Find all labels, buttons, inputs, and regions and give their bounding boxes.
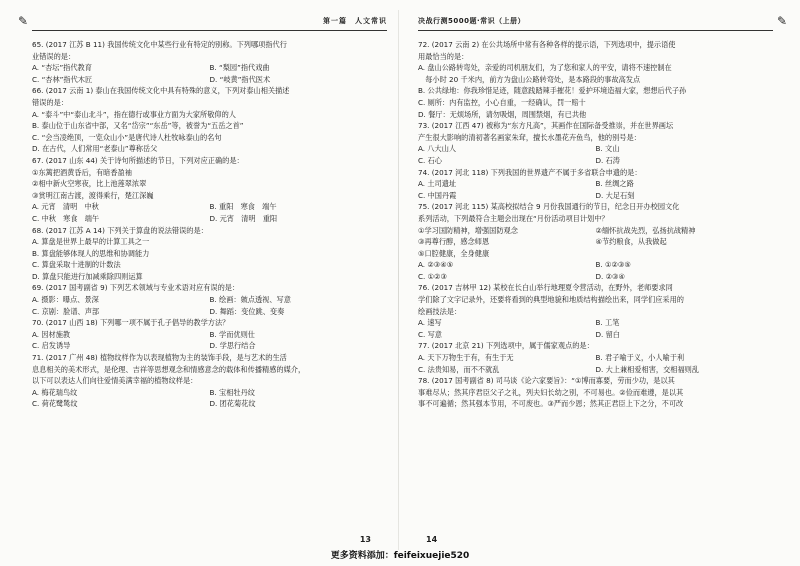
option-text: ①学习国防精神，增强国防观念 xyxy=(418,225,518,235)
footer-contact: 更多资料添加：feifeixuejie520 xyxy=(330,551,470,561)
option-row xyxy=(418,271,773,283)
option-row xyxy=(32,294,387,306)
option-text: ⑤口腔健康，全身健康 xyxy=(418,248,490,258)
option-text: C. ①②③ xyxy=(418,271,447,281)
option-text: D. 团花菊花纹 xyxy=(209,399,256,409)
option-row xyxy=(418,190,773,202)
option-text xyxy=(298,213,387,225)
option-text: C. “杏林”指代木匠 xyxy=(32,74,93,84)
option-row xyxy=(418,352,773,364)
option-text: A. 梅花瑞鸟纹 xyxy=(32,387,78,397)
option-row xyxy=(418,225,773,237)
option-text: C. 荷花鹭鸶纹 xyxy=(32,399,78,409)
option-text: C. 法贵知易，而不不就乱 xyxy=(418,364,500,374)
question-text: 产生很大影响的清初著名画家朱耷，擅长水墨花卉鱼鸟，他的别号是： xyxy=(418,132,641,142)
option-text: B. 绘画：皴点透视、写意 xyxy=(209,295,291,305)
option-text: D. 餐厅：无烦场所，请勿吸烟，周围禁烟，有已共他 xyxy=(418,109,587,119)
option-text xyxy=(121,201,210,213)
question-text: 绘画技法是： xyxy=(418,306,462,316)
option-text: B. 学而优则仕 xyxy=(209,329,255,339)
option-row xyxy=(32,329,387,341)
question-text: 以下可以表达人们向往爱情美满幸福的植物纹样是： xyxy=(32,376,198,386)
option-text: B. 丝绸之路 xyxy=(595,179,634,189)
option-text: C. 厕所：内有监控，小心自重，一经确认，罚一赔十 xyxy=(418,97,586,107)
option-text: D. 在古代，人们常用“老泰山”尊称岳父 xyxy=(32,144,158,154)
option-text: A. 土司遗址 xyxy=(418,179,457,189)
option-text: ②缅怀抗战先烈，弘扬抗战精神 xyxy=(595,225,696,235)
option-row xyxy=(32,213,387,225)
question-text: 69. (2017 国考副省 9) 下列艺术领域与专业术语对应有误的是： xyxy=(32,283,240,293)
question-text: 67. (2017 山东 44) 关于诗句所描述的节日，下列对应正确的是： xyxy=(32,155,244,165)
question-text: 72. (2017 云南 2) 在公共场所中常有各种各样的提示语，下列选项中，提示语使 xyxy=(418,40,676,49)
option-text: A. ②③④⑤ xyxy=(418,260,454,270)
option-text: A. 八大山人 xyxy=(418,144,457,154)
option-text: D. 大足石刻 xyxy=(595,190,635,200)
question-text: 76. (2017 吉林甲 12) 某校在长白山举行地理夏令营活动，在野外，老师要求同 xyxy=(418,283,673,293)
option-text: B. ①②③⑤ xyxy=(595,260,631,270)
right-page-header xyxy=(418,14,787,31)
pen-icon: ✎ xyxy=(18,14,29,28)
option-row xyxy=(32,340,387,352)
option-row xyxy=(418,329,773,341)
option-text: B. 文山 xyxy=(595,144,620,154)
option-text: B. 宝相牡丹纹 xyxy=(209,387,255,397)
option-text: B. 君子喻于义，小人喻于利 xyxy=(595,353,685,363)
option-text xyxy=(121,213,210,225)
book-title: 决战行测5000题·常识（上册） xyxy=(418,17,526,25)
question-text: 71. (2017 广州 48) 植物纹样作为以表现植物为主的装饰手段，是与艺术的生活 xyxy=(32,353,287,363)
option-text: D. 留白 xyxy=(595,329,620,339)
option-text: D. 算盘只能进行加减乘除四则运算 xyxy=(32,271,143,281)
option-text: A. “泰斗”中“泰山北斗”，指在德行或事业方面为大家所敬仰的人 xyxy=(32,109,236,119)
option-row xyxy=(418,143,773,155)
pen-icon: ✎ xyxy=(776,14,787,28)
option-text: C. 石心 xyxy=(418,155,442,165)
option-text: D. 元宵 清明 重阳 xyxy=(209,213,278,223)
option-row xyxy=(32,387,387,399)
option-text: C. “会当凌绝顶，一览众山小”是唐代诗人杜牧咏泰山的名句 xyxy=(32,132,222,142)
option-text: A. 元宵 清明 中秋 xyxy=(32,202,99,212)
option-text: B. 公共绿地：你我珍惜足迹，随意践踏辣手摧花！爱护环境造福大家，想想后代子孙 xyxy=(418,86,687,96)
option-text: ④节约粮食，从我做起 xyxy=(595,237,667,247)
option-row xyxy=(418,317,773,329)
question-text: 事不可遍循；然其强本节用，不可废也。③严而少恩；然其正君臣上下之分，不可改 xyxy=(418,399,684,409)
option-text: D. 舞蹈：变位跳、变奏 xyxy=(209,306,285,316)
option-text: C. 算盘采取十进制的计数法 xyxy=(32,260,121,270)
question-text: 系列活动，下列最符合主题会出现在“月份活动项目计划中？ xyxy=(418,213,609,223)
option-text: ①东篱把酒黄昏后，有暗香盈袖 xyxy=(32,167,132,177)
page-number-right: 14 xyxy=(426,535,438,544)
option-row xyxy=(418,236,773,248)
option-text: C. 中秋 寒食 端午 xyxy=(32,213,100,223)
option-text: D. 石涛 xyxy=(595,155,620,165)
option-text: B. 重阳 寒食 端午 xyxy=(209,202,277,212)
option-row xyxy=(32,201,387,213)
option-row xyxy=(32,62,387,74)
option-row xyxy=(32,74,387,86)
option-text: ③再尊行醇，感念师恩 xyxy=(418,237,490,247)
question-text: 事难尽从；然其序君臣父子之礼，列夫妇长幼之别，不可易也。②俭而难遵，是以其 xyxy=(418,387,684,397)
left-page xyxy=(18,14,387,544)
option-text: D. 大上兼相爱相害，交相福则乱 xyxy=(595,364,700,374)
question-text: 75. (2017 河北 115) 某高校拟结合 9 月份我国通行的节日，纪念日开办校园文化 xyxy=(418,202,680,212)
option-row xyxy=(418,259,773,271)
option-text: ②相中新火空寒夜，比上池莲翠浓翠 xyxy=(32,179,147,189)
option-text: B. 工笔 xyxy=(595,318,620,328)
question-text: 78. (2017 国考副省 8) 司马谈《论六家要旨》：“①博而寡要，劳而少功，是以其 xyxy=(418,376,675,386)
option-text: A. 速写 xyxy=(418,318,442,328)
right-page xyxy=(418,14,787,544)
option-text: C. 启发诱导 xyxy=(32,341,71,351)
left-page-header xyxy=(18,14,387,31)
chapter-title: 第一篇 人文常识 xyxy=(323,17,387,25)
option-text: A. 因材施教 xyxy=(32,329,71,339)
question-text: 学们除了文字记录外，还要将看到的典型地貌和地质结构描绘出来，同学们应采用的 xyxy=(418,295,684,305)
question-text: 业错误的是： xyxy=(32,51,76,61)
question-text: 66. (2017 云南 1) 泰山在我国传统文化中具有特殊的意义，下列对泰山相关描述 xyxy=(32,86,290,96)
option-text: D. 学思行结合 xyxy=(209,341,256,351)
option-row xyxy=(32,398,387,410)
question-text: 70. (2017 山西 18) 下列哪一项不属于孔子倡导的教学方法？ xyxy=(32,318,230,328)
option-text: 每小时 20 千米内，前方为盘山公路转弯处，是本路段的事故高发点 xyxy=(418,74,641,84)
option-text: A. 天下万物生于有，有生于无 xyxy=(418,353,514,363)
option-row xyxy=(418,178,773,190)
option-text: B. “梨园”指代戏曲 xyxy=(209,63,270,73)
right-page-body xyxy=(418,39,773,410)
option-text: A. 盘山公路转弯处，亲爱的司机朋友们，为了您和家人的平安，请将不速控制在 xyxy=(418,63,672,73)
option-text: A. 摄影：曝点、景深 xyxy=(32,295,99,305)
question-text: 77. (2017 北京 21) 下列选项中，属于儒家观点的是： xyxy=(418,341,594,351)
option-row xyxy=(418,155,773,167)
left-page-body xyxy=(32,39,387,410)
option-text: C. 京剧：脸谱、声部 xyxy=(32,306,100,316)
option-text xyxy=(298,201,387,213)
option-row xyxy=(418,364,773,376)
question-text: 68. (2017 江苏 A 14) 下列关于算盘的说法错误的是： xyxy=(32,225,208,235)
option-text: A. 算盘是世界上最早的计算工具之一 xyxy=(32,237,150,247)
option-text: D. ②③④ xyxy=(595,271,625,281)
option-text: C. 写意 xyxy=(418,329,442,339)
option-text: D. “岐黄”指代医术 xyxy=(209,74,271,84)
option-text: B. 泰山位于山东省中部，又名“岱宗”“东岳”等，被誉为“五岳之首” xyxy=(32,121,244,131)
option-text: B. 算盘能够体现人的思维和协调能力 xyxy=(32,248,150,258)
question-text: 用最恰当的是： xyxy=(418,51,469,61)
page-fold xyxy=(398,10,399,550)
option-text: ③赏明江南古渡，渡得乘行，楚江深巍 xyxy=(32,190,154,200)
page-number-left: 13 xyxy=(359,535,371,544)
question-text: 65. (2017 江苏 B 11) 我国传统文化中某些行业有特定的别称。下列哪项指代行 xyxy=(32,40,287,49)
question-text: 74. (2017 河北 118) 下列我国的世界遗产不属于多省联合申遗的是： xyxy=(418,167,642,177)
option-text: C. 中国丹霞 xyxy=(418,190,457,200)
question-text: 息息相关的美术形式，是伦理、吉祥等思想观念和情感意念的载体和传播精感的媒介， xyxy=(32,364,306,374)
question-text: 错误的是： xyxy=(32,97,68,107)
option-text: A. “杏坛”指代教育 xyxy=(32,63,92,73)
option-row xyxy=(32,306,387,318)
question-text: 73. (2017 江西 47) 被称为“东方凡高”，其画作在国际备受推崇，并在世界画坛 xyxy=(418,121,674,131)
